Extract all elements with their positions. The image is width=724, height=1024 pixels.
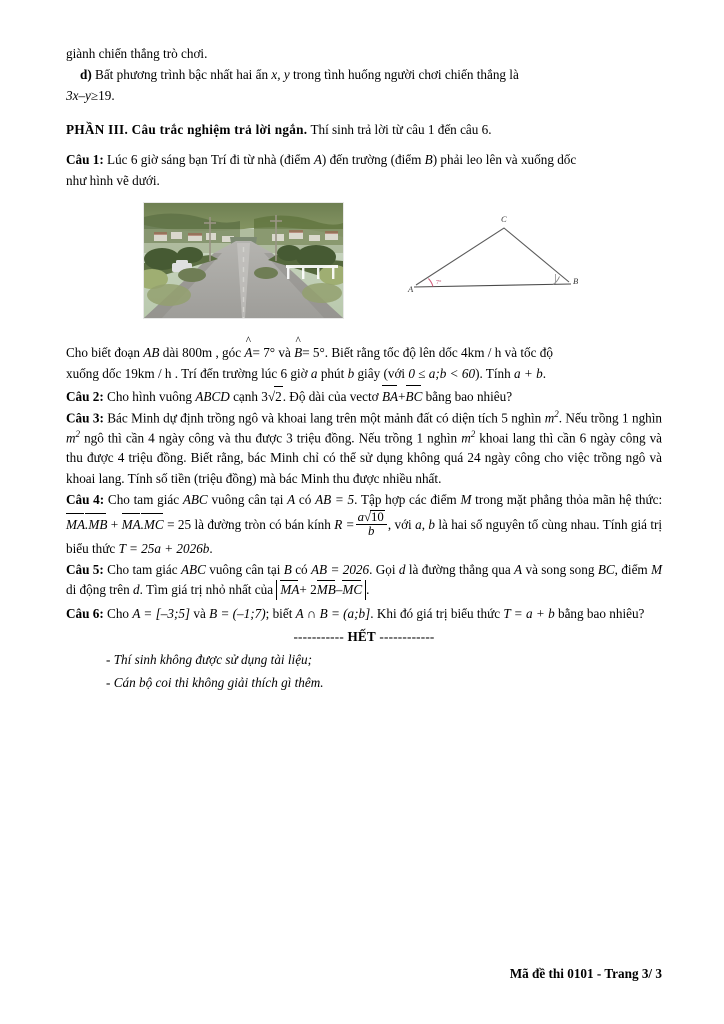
question-2-text-3: . Độ dài của vectơ (282, 388, 379, 404)
question-4-label: Câu 4: (66, 491, 105, 507)
line-d: d (398, 562, 406, 578)
exam-note-1 (106, 652, 662, 668)
exam-note-2 (106, 675, 662, 691)
inequality-lhs-a: 3x (66, 88, 79, 104)
question-5-label: Câu 5: (66, 562, 104, 578)
vector-ba: BA (382, 386, 398, 407)
angle-b: ^ B (294, 335, 303, 361)
question-3-text-4: khoai lang thì cần 6 ngày công và thu được 4 triệu đồng. Biết rằng, bác Minh chỉ có thể sử dụng không quá 24 ngày công cho việc trồng ngô và khoai lang. Tính số tiền (triệu đồng) mà bác Minh thu được nhiều nhất. (66, 430, 663, 486)
question-3-text-2: . Nếu trồng 1 nghìn (558, 409, 663, 425)
question-3-text-1: Bác Minh dự định trồng ngô và khoai lang trên một mảnh đất có diện tích 5 nghìn (107, 409, 542, 425)
hat-accent: ^ (295, 335, 301, 348)
vector-mc: .MC (141, 514, 164, 535)
vector-magnitude-expression (276, 580, 366, 600)
set-a: A = [–3;5] (132, 606, 191, 622)
question-6-text-4: . Khi đó giá trị biểu thức (370, 606, 501, 622)
givens-text-7: giây (với (357, 366, 406, 382)
question-5-text-9: . Tìm giá trị nhỏ nhất của (139, 582, 274, 598)
point-m: M (460, 491, 472, 507)
vector-ma-5: MA (280, 582, 300, 598)
var-b: b (347, 366, 355, 382)
question-5-text-3: có (295, 562, 308, 578)
question-1-text-2: ) đến trường (điểm (321, 152, 422, 168)
square-abcd: ABCD (195, 388, 230, 404)
vector-mb: .MB (85, 514, 107, 535)
question-4-text-8: là hai số nguyên tố cùng nhau. Tính giá trị biểu thức (66, 516, 663, 557)
angle-a: ^ A (244, 335, 253, 361)
givens-text-9: . (542, 366, 546, 382)
sqrt-radicand: 2 (274, 386, 283, 407)
steep-street-photo (143, 202, 344, 319)
condition-range: 0 ≤ a;b < 60 (408, 366, 476, 382)
question-4-text-3: có (298, 491, 312, 507)
line-text: giành chiến thắng trò chơi. (66, 46, 208, 61)
inequality-rhs: ≥19. (90, 88, 115, 104)
triangle-diagram (401, 208, 601, 318)
question-4-text-5: trong mặt phẳng thỏa mãn hệ thức: (475, 491, 663, 507)
question-6-label: Câu 6: (66, 606, 104, 622)
segment-bc-5: BC (597, 562, 615, 578)
unit-m2-a: m (544, 409, 555, 425)
vector-mb-5: MB (316, 582, 336, 598)
item-d-label: d) (80, 67, 92, 83)
question-4-text-4: . Tập hợp các điểm (354, 491, 457, 507)
triangle-label-B: B (573, 276, 579, 287)
triangle-label-A: A (408, 284, 414, 295)
question-3-label: Câu 3: (66, 409, 104, 425)
vector-op-minus: – (335, 582, 343, 598)
question-1-givens-line2 (66, 364, 662, 384)
question-1-text-4: như hình vẽ dưới. (66, 173, 160, 189)
vector-ma-2: MA (122, 514, 141, 535)
fraction-denominator: b (367, 524, 375, 539)
var-a: a (310, 366, 318, 382)
exponent-2: 2 (75, 429, 81, 440)
question-5-text-4: . Gọi (369, 562, 396, 578)
item-d-text-b: trong tình huống người chơi chiến thắng là (293, 67, 519, 83)
question-1-line2 (66, 171, 662, 191)
note-1-text: - Thí sinh không được sử dụng tài liệu; (106, 651, 313, 667)
question-4-text-9: . (209, 541, 213, 557)
page-footer (510, 966, 662, 982)
expression-a-plus-b: a + b (514, 366, 543, 382)
question-2-text-4: bằng bao nhiêu? (425, 388, 513, 404)
ab-equals-2026: AB = 2026 (311, 562, 370, 578)
question-5-text-10: . (366, 582, 370, 598)
angle-a-value: = 7° (252, 345, 276, 361)
vertex-a-5: A (514, 562, 523, 578)
givens-text-1: Cho biết đoạn (66, 345, 140, 361)
question-2-text-1: Cho hình vuông (107, 388, 193, 404)
vector-bc: BC (406, 386, 423, 407)
question-4-text-1: Cho tam giác (107, 491, 180, 507)
givens-text-2: dài 800m , góc (162, 345, 242, 361)
givens-text-4: . Biết rằng tốc độ lên dốc 4km / h và tốc độ (324, 345, 553, 361)
question-3 (66, 408, 662, 489)
set-intersection: A ∩ B = (a;b] (295, 606, 371, 622)
expression-t-6: T = a + b (503, 606, 555, 622)
street-photo-graphic (144, 203, 343, 318)
end-marker (66, 629, 662, 645)
question-1-text-3: ) phải leo lên và xuống dốc (432, 152, 577, 168)
segment-ab: AB (143, 345, 160, 361)
question-1-label: Câu 1: (66, 152, 104, 168)
givens-text-3: và (278, 345, 291, 361)
question-5-text-7: , điểm (614, 562, 648, 578)
dash-left: ----------- (293, 628, 344, 644)
question-5-text-6: và song song (525, 562, 595, 578)
footer-text: Mã đề thi 0101 - Trang 3/ 3 (509, 966, 662, 981)
question-4-text-6: là đường tròn có bán kính (194, 516, 331, 532)
question-2 (66, 386, 662, 407)
triangle-label-C: C (501, 214, 507, 225)
var-a-4: a (415, 516, 422, 532)
het-text: HẾT (347, 628, 376, 644)
sqrt-icon: √ (363, 509, 372, 524)
question-2-label: Câu 2: (66, 388, 104, 404)
question-6 (66, 604, 662, 624)
part-iii-title: PHẦN III. Câu trắc nghiệm trả lời ngắn. (66, 122, 308, 138)
question-5 (66, 560, 662, 600)
var-b-4: b (428, 516, 435, 532)
question-6-text-1: Cho (107, 606, 130, 622)
hat-accent: ^ (245, 335, 252, 348)
radius-r: R = (334, 516, 355, 532)
question-4-text-7: , với (387, 516, 412, 532)
vector-ma-1: MA (66, 514, 85, 535)
question-1-text-1: Lúc 6 giờ sáng bạn Trí đi từ nhà (điểm (107, 152, 311, 168)
equals-25: = 25 (167, 516, 192, 532)
vector-op-plus2: + 2 (299, 582, 317, 598)
point-m-5: M (651, 562, 663, 578)
dot-product-plus: + (110, 516, 119, 532)
question-6-text-5: bằng bao nhiêu? (557, 606, 645, 622)
expression-t-4: T = 25a + 2026b (118, 541, 210, 557)
vertex-b-5: B (283, 562, 292, 578)
vertex-a: A (287, 491, 296, 507)
item-d-variables: x, y (271, 67, 290, 83)
figure-row (66, 202, 662, 334)
question-5-text-2: vuông cân tại (209, 562, 281, 578)
part-iii-heading (66, 120, 662, 140)
unit-m2-c: m (461, 430, 471, 446)
question-5-text-5: là đường thẳng qua (408, 562, 511, 578)
question-4 (66, 490, 662, 560)
inequality-minus: – (78, 88, 86, 104)
item-d-text-a: Bất phương trình bậc nhất hai ẩn (95, 67, 269, 83)
question-6-text-2: và (193, 606, 206, 622)
angle-b-value: = 5° (302, 345, 325, 361)
question-5-text-1: Cho tam giác (107, 562, 178, 578)
triangle-abc-5: ABC (180, 562, 206, 578)
vector-mc-5: MC (342, 582, 363, 598)
spacer (66, 141, 662, 150)
item-d-inequality (66, 86, 662, 106)
question-2-text-2: cạnh 3 (233, 388, 268, 404)
sqrt-icon: √ (267, 388, 276, 404)
givens-text-5: xuống dốc 19km / h . Trí đến trường lúc 6 giờ (66, 366, 308, 382)
part-iii-subtitle: Thí sinh trả lời từ câu 1 đến câu 6. (310, 122, 492, 138)
triangle-angle-A-mark: 7° (436, 280, 442, 287)
paragraph-continuation (66, 44, 662, 64)
dash-right: ------------ (379, 628, 435, 644)
question-4-text-2: vuông cân tại (211, 491, 284, 507)
question-5-text-8: di động trên (66, 582, 130, 598)
triangle-svg (401, 208, 601, 318)
question-3-text-3: ngô thì cần 4 ngày công và thu được 3 triệu đồng. Nếu trồng 1 nghìn (84, 430, 458, 446)
point-a: A (313, 152, 322, 168)
question-1 (66, 150, 662, 170)
exponent-2: 2 (554, 408, 559, 419)
triangle-abc: ABC (182, 491, 208, 507)
vector-plus: + (398, 388, 406, 404)
exponent-2: 2 (470, 429, 476, 440)
spacer (66, 107, 662, 120)
note-2-text: - Cán bộ coi thi không giải thích gì thêm. (106, 674, 324, 690)
ab-equals-5: AB = 5 (315, 491, 355, 507)
fraction-numerator: a√10 (356, 510, 387, 526)
question-1-givens (66, 335, 662, 363)
givens-text-8: ). Tính (475, 366, 511, 382)
point-b: B (424, 152, 433, 168)
radius-fraction (356, 510, 387, 540)
set-b: B = (–1;7) (209, 606, 266, 622)
givens-text-6: phút (320, 366, 345, 382)
comma: , (421, 516, 425, 532)
line-d-2: d (133, 582, 140, 598)
inequality-lhs-b: y (85, 88, 91, 104)
unit-m2-b: m (66, 430, 76, 446)
item-d-paragraph (66, 65, 662, 85)
question-6-text-3: ; biết (265, 606, 293, 622)
